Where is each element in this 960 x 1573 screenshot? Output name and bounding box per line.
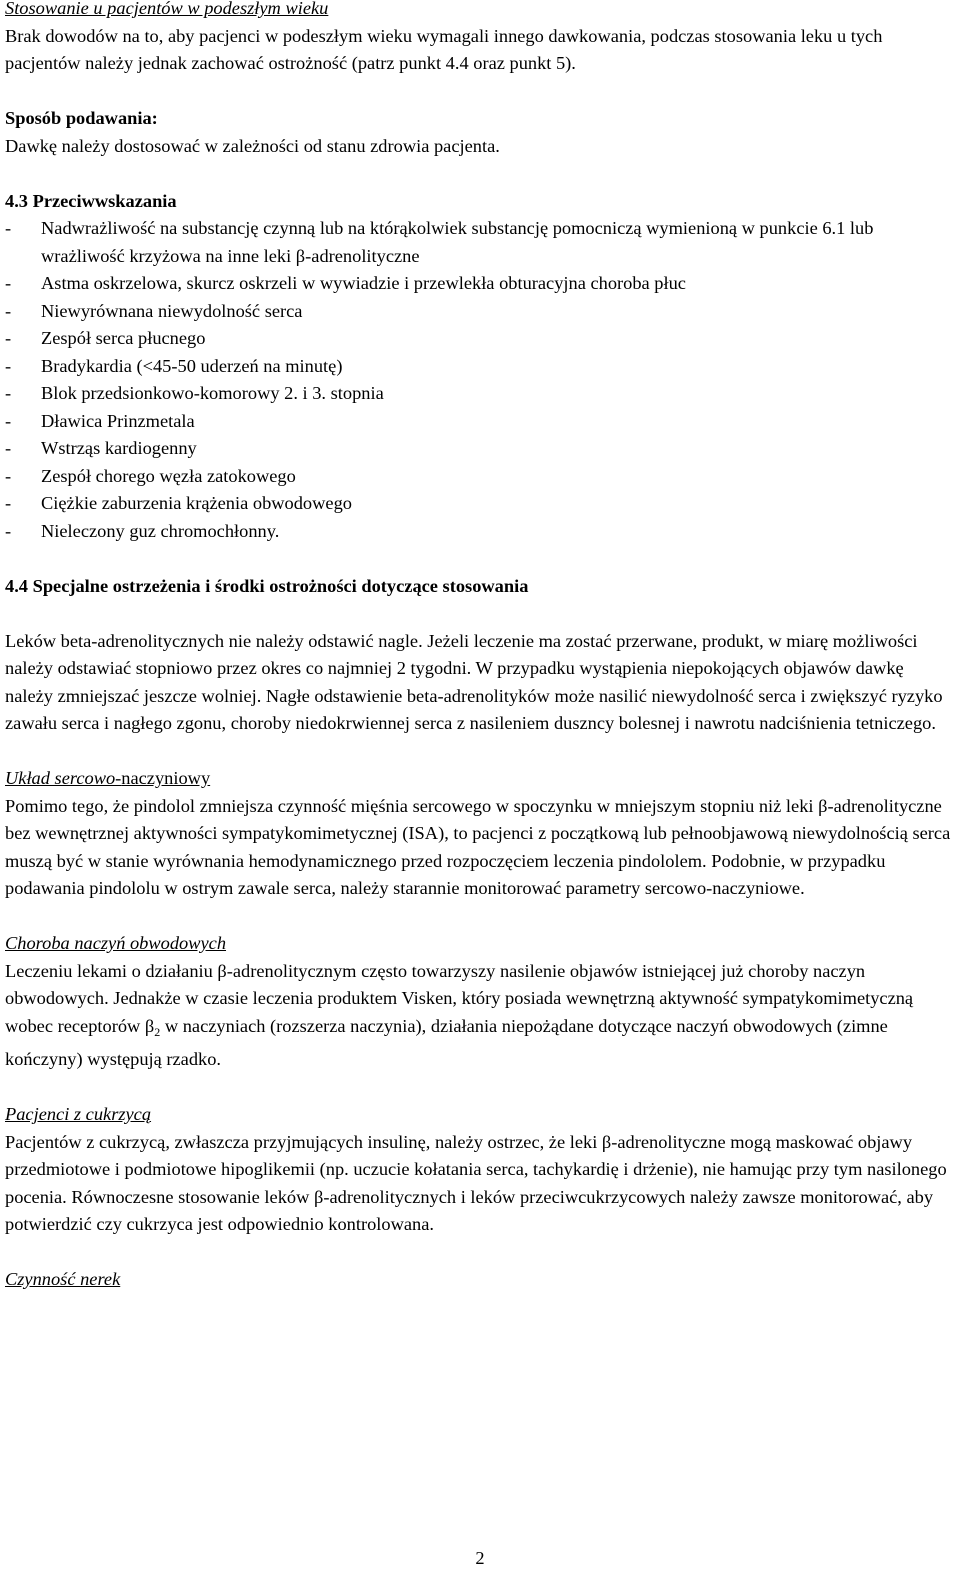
peripheral-paragraph <box>5 958 955 1074</box>
document-page <box>5 0 955 1294</box>
dash-bullet: - <box>5 383 12 403</box>
beta-subscript: 2 <box>154 1024 161 1039</box>
peripheral-text-b: w naczyniach (rozszerza naczynia), działania niepożądane dotyczące naczyń obwodowych (zimne kończyny) występują rzadko. <box>5 1015 888 1069</box>
contraindication-text: Zespół chorego węzła zatokowego <box>41 465 296 486</box>
contraindication-text: Ciężkie zaburzenia krążenia obwodowego <box>41 493 352 513</box>
contraindication-text: Blok przedsionkowo-komorowy 2. i 3. stopnia <box>41 383 384 403</box>
warnings-heading: 4.4 Specjalne ostrzeżenia i środki ostrożności dotyczące stosowania <box>5 575 529 596</box>
dash-bullet: - <box>5 438 12 458</box>
contraindication-item <box>5 408 955 436</box>
dash-bullet: - <box>5 355 12 376</box>
dash-bullet: - <box>5 218 12 238</box>
contraindication-text: Niewyrównana niewydolność serca <box>41 300 303 321</box>
contraindication-item <box>5 270 955 298</box>
administration-paragraph: Dawkę należy dostosować w zależności od stanu zdrowia pacjenta. <box>5 135 500 156</box>
cardiovascular-heading <box>5 765 955 793</box>
elderly-heading: Stosowanie u pacjentów w podeszłym wieku <box>5 0 329 18</box>
warnings-paragraph: Leków beta-adrenolitycznych nie należy odstawić nagle. Jeżeli leczenie ma zostać przerwane, produkt, w miarę możliwości należy odstawiać stopniowo przez okres co najmniej 2 tygodni. W przypadku wystąpienia niepokojących objawów dawkę należy zmniejszać jeszcze wolniej. Nagłe odstawienie beta-adrenolityków może nasilić niewydolność serca i zwiększyć ryzyko zawału serca i nagłego zgonu, choroby niedokrwiennej serca z nasileniem duszncy bolesnej i nawrotu nadciśnienia tetniczego. <box>5 630 943 733</box>
page-number: 2 <box>475 1548 485 1568</box>
contraindication-item <box>5 325 955 353</box>
contraindication-text: Astma oskrzelowa, skurcz oskrzeli w wywiadzie i przewlekła obturacyjna choroba płuc <box>41 273 686 293</box>
contraindications-heading: 4.3 Przeciwwskazania <box>5 190 177 211</box>
contraindication-item <box>5 215 955 270</box>
kidney-heading: Czynność nerek <box>5 1269 121 1289</box>
contraindication-text: Zespół serca płucnego <box>41 328 206 348</box>
peripheral-heading: Choroba naczyń obwodowych <box>5 933 227 953</box>
dash-bullet: - <box>5 520 12 541</box>
cardiovascular-heading-italic: Układ sercowo- <box>5 768 122 788</box>
diabetes-paragraph: Pacjentów z cukrzycą, zwłaszcza przyjmujących insulinę, należy ostrzec, że leki β-adrenolityczne mogą maskować objawy przedmiotowe i podmiotowe hipoglikemii (np. uczucie kołatania serca, tachykardię i drżenie), nie hamując przy tym nasilonego pocenia. Równoczesne stosowanie leków β-adrenolitycznych i leków przeciwcukrzycowych należy zawsze monitorować, aby potwierdzić czy cukrzyca jest odpowiednio kontrolowana. <box>5 1131 947 1234</box>
peripheral-text-a: Leczeniu lekami o działaniu β-adrenolitycznym często towarzyszy nasilenie objawów istniejącej już choroby naczyn obwodowych. Jednakże w czasie leczenia produktem Visken, który posiada wewnętrzną aktywność sympatykomimetyczną wobec receptorów β <box>5 960 914 1036</box>
dash-bullet: - <box>5 328 12 348</box>
dash-bullet: - <box>5 273 12 293</box>
administration-heading: Sposób podawania: <box>5 108 158 128</box>
dash-bullet: - <box>5 465 12 486</box>
contraindication-item <box>5 490 955 518</box>
contraindication-item <box>5 380 955 408</box>
contraindication-item <box>5 435 955 463</box>
contraindication-text: Wstrząs kardiogenny <box>41 438 197 458</box>
contraindication-item <box>5 463 955 491</box>
cardiovascular-paragraph: Pomimo tego, że pindolol zmniejsza czynność mięśnia sercowego w spoczynku w mniejszym stopniu niż leki β-adrenolityczne bez wewnętrznej aktywności sympatykomimetycznej (ISA), to pacjenci z początkową lub pełnoobjawową niewydolnością serca muszą być w stanie wyrównania hemodynamicznego przed rozpoczęciem leczenia pindololem. Podobnie, w przypadku podawania pindololu w ostrym zawale serca, należy starannie monitorować parametry sercowo-naczyniowe. <box>5 795 951 898</box>
contraindication-text: Dławica Prinzmetala <box>41 410 195 431</box>
contraindication-item <box>5 353 955 381</box>
contraindication-item <box>5 298 955 326</box>
contraindication-text: Nieleczony guz chromochłonny. <box>41 520 280 541</box>
diabetes-heading: Pacjenci z cukrzycą <box>5 1104 152 1124</box>
dash-bullet: - <box>5 493 12 513</box>
contraindication-text: Nadwrażliwość na substancję czynną lub na którąkolwiek substancję pomocniczą wymienioną w punkcie 6.1 lub wrażliwość krzyżowa na inne leki β-adrenolityczne <box>41 218 874 266</box>
contraindications-list <box>5 215 955 545</box>
contraindication-item <box>5 518 955 546</box>
dash-bullet: - <box>5 300 12 321</box>
contraindication-text: Bradykardia (<45-50 uderzeń na minutę) <box>41 355 343 376</box>
elderly-paragraph: Brak dowodów na to, aby pacjenci w podeszłym wieku wymagali innego dawkowania, podczas stosowania leku u tych pacjentów należy jednak zachować ostrożność (patrz punkt 4.4 oraz punkt 5). <box>5 25 883 73</box>
cardiovascular-heading-rest: naczyniowy <box>121 768 211 788</box>
dash-bullet: - <box>5 410 12 431</box>
